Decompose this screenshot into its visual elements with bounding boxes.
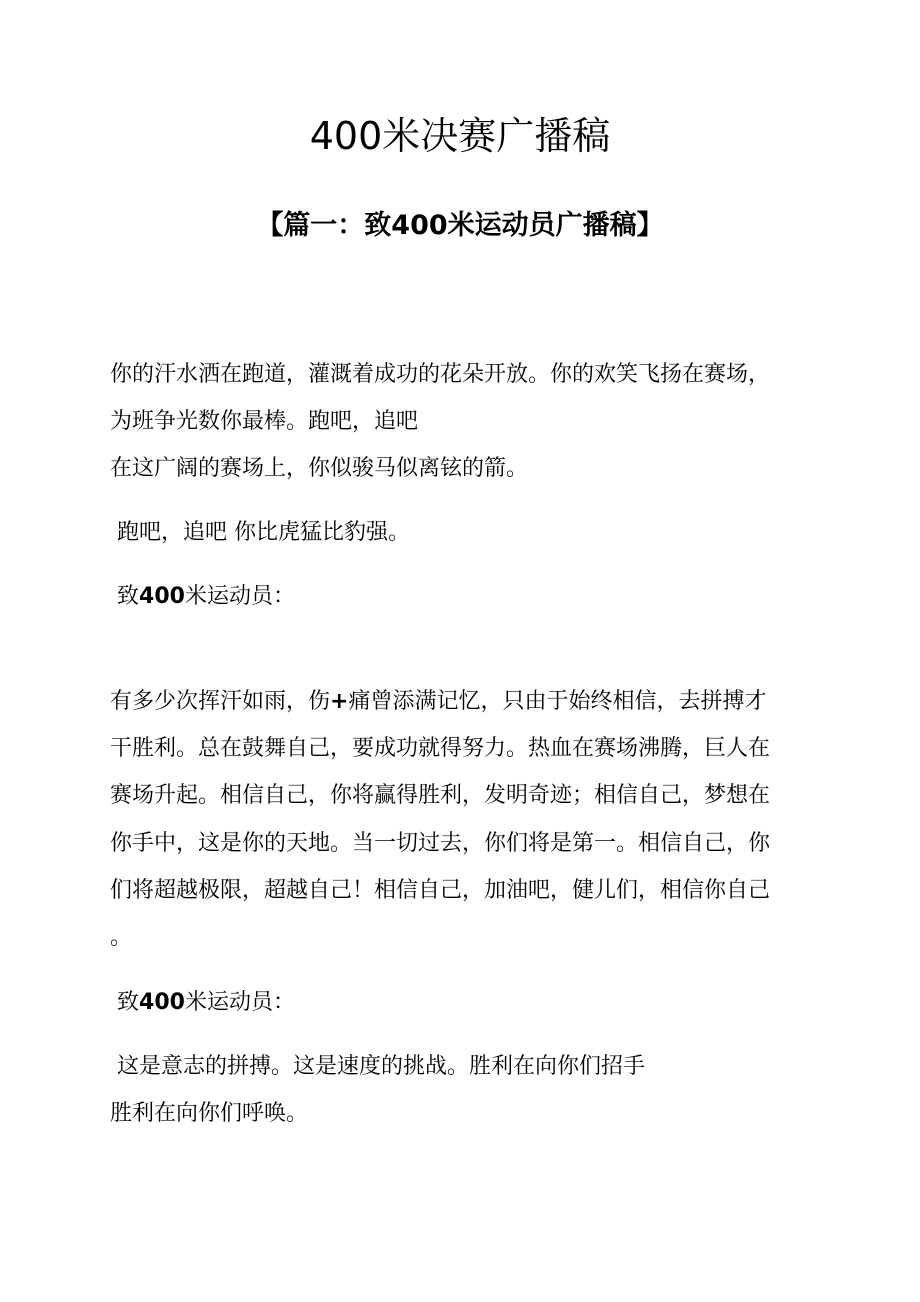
paragraph-line — [110, 686, 830, 718]
paragraph-line: 在这广阔的赛场上，你似骏马似离铉的箭。 — [110, 456, 529, 481]
heading-prefix: 致 — [117, 990, 140, 1015]
text-segment: 有多少次挥汗如雨，伤 — [110, 689, 331, 714]
paragraph-line: 跑吧，追吧 你比虎猛比豹强。 — [117, 520, 410, 545]
heading-number: 400 — [139, 990, 185, 1015]
paragraph-line: 你手中，这是你的天地。当一切过去，你们将是第一。相信自己，你 — [110, 831, 771, 856]
document-subtitle: 【篇一：致400米运动员广播稿】 — [256, 210, 664, 241]
paragraph-line: 胜利在向你们呼唤。 — [110, 1101, 309, 1126]
section-heading — [117, 581, 837, 613]
text-segment: 痛曾添满记忆，只由于始终相信，去拼搏才 — [348, 689, 767, 714]
heading-prefix: 致 — [117, 584, 140, 609]
plus-sign: + — [330, 689, 349, 714]
heading-suffix: 米运动员： — [184, 990, 295, 1015]
paragraph-line: 为班争光数你最棒。跑吧，追吧 — [110, 409, 419, 434]
paragraph-line: 。 — [110, 925, 133, 950]
paragraph-line: 你的汗水洒在跑道，灌溉着成功的花朵开放。你的欢笑飞扬在赛场， — [110, 362, 771, 387]
paragraph-line: 干胜利。总在鼓舞自己，要成功就得努力。热血在赛场沸腾，巨人在 — [110, 736, 771, 761]
paragraph-line: 们将超越极限，超越自己！相信自己，加油吧，健儿们，相信你自己 — [110, 878, 771, 903]
paragraph-line: 这是意志的拼搏。这是速度的挑战。胜利在向你们招手 — [117, 1054, 646, 1079]
section-heading — [117, 987, 837, 1019]
heading-suffix: 米运动员： — [184, 584, 295, 609]
paragraph-line: 赛场升起。相信自己，你将赢得胜利，发明奇迹；相信自己，梦想在 — [110, 783, 771, 808]
heading-number: 400 — [139, 584, 185, 609]
document-title: 400米决赛广播稿 — [309, 114, 611, 158]
